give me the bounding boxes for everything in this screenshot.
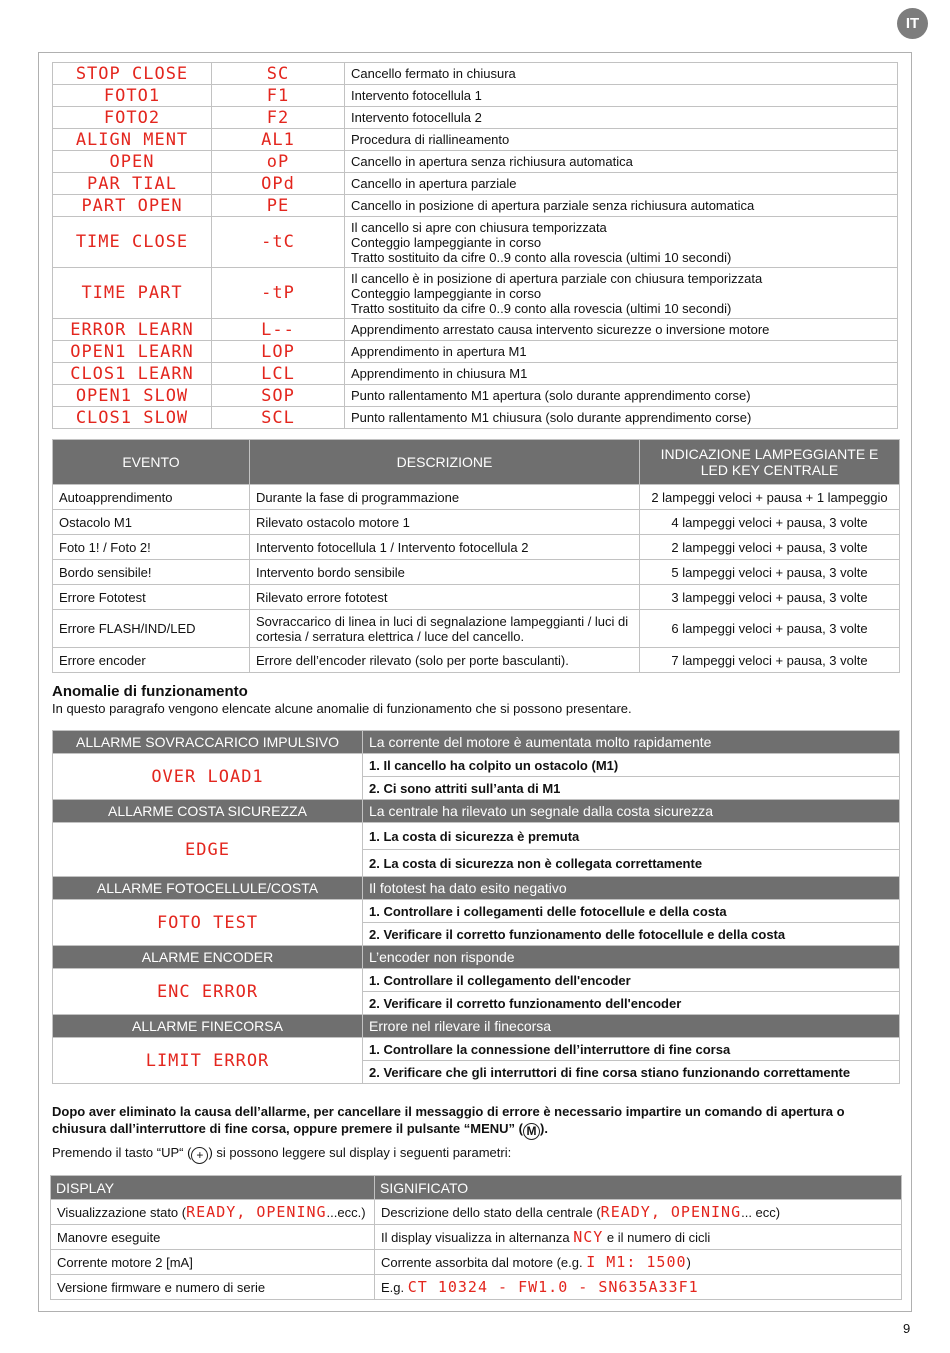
event-row [53,610,900,648]
status-row [53,385,898,407]
alarm-check: 1. Il cancello ha colpito un ostacolo (M1) [363,754,900,777]
status-row [53,341,898,363]
alarm-check: 2. Verificare il corretto funzionamento delle fotocellule e della costa [363,923,900,946]
note-line-2-end: ). [539,1121,548,1136]
display-meaning [375,1250,902,1275]
status-description [345,385,898,407]
status-code: SC [212,63,345,85]
event-indication: 4 lampeggi veloci + pausa, 3 volte [640,510,900,535]
display-segment: OPEN [53,151,212,173]
display-segment: CT 10324 - FW1.0 - SN635A33F1 [407,1278,699,1296]
description-line: Tratto sostituito da cifre 0..9 conto alla rovescia (ultimi 10 secondi) [351,300,732,316]
alarm-display: EDGE [53,823,363,877]
up-plus-icon: + [191,1147,208,1164]
description-line: Cancello in posizione di apertura parziale senza richiusura automatica [351,198,755,213]
description-line: Cancello in apertura parziale [351,176,517,191]
status-row [53,129,898,151]
status-code: SOP [212,385,345,407]
event-name: Autoapprendimento [53,485,250,510]
alarm-check: 2. La costa di sicurezza non è collegata correttamente [363,850,900,877]
display-segment: STOP CLOSE [53,63,212,85]
display-item [51,1200,375,1225]
alarm-table [52,730,900,1084]
status-description [345,129,898,151]
description-line: Punto rallentamento M1 chiusura (solo durante apprendimento corse) [351,410,752,425]
display-segment: FOTO1 [53,85,212,107]
alarm-check: 1. Controllare il collegamento dell'encoder [363,969,900,992]
status-code: AL1 [212,129,345,151]
status-code: -tC [212,217,345,268]
alarm-check-row [53,969,900,992]
event-name: Errore encoder [53,648,250,673]
event-indication: 2 lampeggi veloci + pausa + 1 lampeggio [640,485,900,510]
description-col-header: DESCRIZIONE [250,440,640,485]
display-row [51,1275,902,1300]
display-row [51,1225,902,1250]
status-row [53,217,898,268]
alarm-display: LIMIT ERROR [53,1038,363,1084]
text-part: Descrizione dello stato della centrale ( [381,1205,601,1220]
event-name: Errore FLASH/IND/LED [53,610,250,648]
display-row [51,1250,902,1275]
alarm-header-row [53,731,900,754]
event-name: Ostacolo M1 [53,510,250,535]
status-row [53,85,898,107]
event-row [53,485,900,510]
event-description: Durante la fase di programmazione [250,485,640,510]
alarm-check: 1. Controllare la connessione dell’interruttore di fine corsa [363,1038,900,1061]
description-line: Il cancello si apre con chiusura temporizzata [351,219,607,235]
status-row [53,268,898,319]
text-part: Corrente assorbita dal motore (e.g. [381,1255,587,1270]
alarm-cause: L’encoder non risponde [363,946,900,969]
event-indication: 7 lampeggi veloci + pausa, 3 volte [640,648,900,673]
status-code: F1 [212,85,345,107]
text-part: ... ecc) [741,1205,781,1220]
status-description [345,217,898,268]
status-description [345,151,898,173]
note-paragraph [52,1104,902,1140]
status-code: -tP [212,268,345,319]
up-text-start: Premendo il tasto “UP“ ( [52,1145,192,1160]
display-table [50,1175,902,1300]
alarm-cause: La centrale ha rilevato un segnale dalla costa sicurezza [363,800,900,823]
display-item [51,1275,375,1300]
alarm-name: ALLARME FINECORSA [53,1015,363,1038]
text-part: Visualizzazione stato ( [57,1205,187,1220]
display-segment: PAR TIAL [53,173,212,195]
display-segment: FOTO2 [53,107,212,129]
display-segment: TIME CLOSE [53,217,212,268]
alarm-check-row [53,900,900,923]
alarm-check: 2. Ci sono attriti sull’anta di M1 [363,777,900,800]
display-meaning [375,1225,902,1250]
display-segment: ERROR LEARN [53,319,212,341]
status-description [345,363,898,385]
event-name: Errore Fototest [53,585,250,610]
text-part: Versione firmware e numero di serie [57,1279,266,1295]
alarm-header-row [53,877,900,900]
event-indication: 6 lampeggi veloci + pausa, 3 volte [640,610,900,648]
status-description [345,268,898,319]
description-line: Conteggio lampeggiante in corso [351,285,542,301]
status-code: OPd [212,173,345,195]
status-description [345,319,898,341]
text-part: ) [686,1255,691,1270]
event-description: Errore dell’encoder rilevato (solo per porte basculanti). [250,648,640,673]
status-row [53,63,898,85]
alarm-name: ALARME ENCODER [53,946,363,969]
display-segment: I M1: 1500 [586,1253,687,1271]
status-code: LCL [212,363,345,385]
alarm-check: 1. Controllare i collegamenti delle fotocellule e della costa [363,900,900,923]
status-description [345,173,898,195]
event-description: Rilevato errore fototest [250,585,640,610]
status-description [345,341,898,363]
alarm-check-row [53,754,900,777]
section-intro: In questo paragrafo vengono elencate alcune anomalie di funzionamento che si possono presentare. [52,701,632,716]
display-segment: OPEN1 LEARN [53,341,212,363]
description-line: Il cancello è in posizione di apertura parziale con chiusura temporizzata [351,270,763,286]
alarm-header-row [53,800,900,823]
description-line: Apprendimento arrestato causa intervento sicurezze o inversione motore [351,322,770,337]
status-row [53,173,898,195]
status-row [53,195,898,217]
event-description: Intervento bordo sensibile [250,560,640,585]
status-row [53,363,898,385]
status-code: oP [212,151,345,173]
section-title: Anomalie di funzionamento [52,683,248,700]
description-line: Cancello fermato in chiusura [351,66,516,81]
display-item [51,1250,375,1275]
display-meaning [375,1200,902,1225]
alarm-check: 2. Verificare il corretto funzionamento dell'encoder [363,992,900,1015]
text-part: Il display visualizza in alternanza [381,1230,574,1245]
description-line: Conteggio lampeggiante in corso [351,234,542,250]
status-row [53,107,898,129]
alarm-name: ALLARME SOVRACCARICO IMPULSIVO [53,731,363,754]
status-description [345,107,898,129]
event-indication: 5 lampeggi veloci + pausa, 3 volte [640,560,900,585]
alarm-cause: Errore nel rilevare il finecorsa [363,1015,900,1038]
status-row [53,151,898,173]
event-name: Foto 1! / Foto 2! [53,535,250,560]
alarm-cause: Il fototest ha dato esito negativo [363,877,900,900]
note-line-2 [52,1121,902,1140]
description-line: Cancello in apertura senza richiusura automatica [351,154,633,169]
language-badge: IT [897,8,928,39]
event-description: Intervento fotocellula 1 / Intervento fotocellula 2 [250,535,640,560]
status-code: SCL [212,407,345,429]
status-description [345,407,898,429]
status-code: LOP [212,341,345,363]
text-part: e il numero di cicli [603,1230,711,1245]
description-line: Apprendimento in chiusura M1 [351,366,528,381]
alarm-display: ENC ERROR [53,969,363,1015]
status-description [345,63,898,85]
display-segment: CLOS1 SLOW [53,407,212,429]
description-line: Punto rallentamento M1 apertura (solo durante apprendimento corse) [351,388,751,403]
description-line: Procedura di riallineamento [351,132,510,147]
description-line: Intervento fotocellula 1 [351,88,482,103]
event-row [53,648,900,673]
display-segment: ALIGN MENT [53,129,212,151]
display-segment: PART OPEN [53,195,212,217]
status-code: F2 [212,107,345,129]
description-line: Intervento fotocellula 2 [351,110,482,125]
up-text-end: ) si possono leggere sul display i seguenti parametri: [208,1145,512,1160]
display-row [51,1200,902,1225]
alarm-display: FOTO TEST [53,900,363,946]
text-part: Corrente motore 2 [mA] [57,1254,193,1270]
display-segment: READY, OPENING [186,1203,327,1221]
alarm-check: 1. La costa di sicurezza è premuta [363,823,900,850]
status-row [53,319,898,341]
display-col-header: DISPLAY [51,1176,375,1200]
event-name: Bordo sensibile! [53,560,250,585]
meaning-col-header: SIGNIFICATO [375,1176,902,1200]
up-paragraph [52,1145,511,1164]
display-segment: CLOS1 LEARN [53,363,212,385]
text-part: ...ecc.) [326,1205,366,1220]
note-line-1: Dopo aver eliminato la causa dell’allarme, per cancellare il messaggio di errore è necessario impartire un comando di apertura o [52,1104,845,1119]
alarm-check-row [53,823,900,850]
alarm-check: 2. Verificare che gli interruttori di fine corsa stiano funzionando correttamente [363,1061,900,1084]
event-col-header: EVENTO [53,440,250,485]
event-row [53,585,900,610]
menu-m-icon: M [523,1123,540,1140]
event-description: Rilevato ostacolo motore 1 [250,510,640,535]
description-line: Tratto sostituito da cifre 0..9 conto alla rovescia (ultimi 10 secondi) [351,249,732,265]
indication-col-header: INDICAZIONE LAMPEGGIANTE E LED KEY CENTRALE [640,440,900,485]
display-segment: NCY [573,1228,604,1246]
text-part: Manovre eseguite [57,1229,161,1245]
status-row [53,407,898,429]
description-line: Apprendimento in apertura M1 [351,344,527,359]
display-meaning [375,1275,902,1300]
status-code: L-- [212,319,345,341]
status-description [345,195,898,217]
display-segment: TIME PART [53,268,212,319]
event-description: Sovraccarico di linea in luci di segnalazione lampeggianti / luci di cortesia / serratura elettrica / luce del cancello. [250,610,640,648]
event-row [53,535,900,560]
alarm-header-row [53,1015,900,1038]
alarm-header-row [53,946,900,969]
status-code: PE [212,195,345,217]
page-number: 9 [903,1321,911,1336]
alarm-display: OVER LOAD1 [53,754,363,800]
event-indication: 3 lampeggi veloci + pausa, 3 volte [640,585,900,610]
text-part: E.g. [381,1280,408,1295]
alarm-name: ALLARME FOTOCELLULE/COSTA [53,877,363,900]
event-indication: 2 lampeggi veloci + pausa, 3 volte [640,535,900,560]
event-table [52,439,900,673]
status-table [52,62,898,429]
alarm-check-row [53,1038,900,1061]
event-row [53,510,900,535]
event-row [53,560,900,585]
status-description [345,85,898,107]
alarm-cause: La corrente del motore è aumentata molto rapidamente [363,731,900,754]
display-item [51,1225,375,1250]
display-segment: READY, OPENING [600,1203,742,1221]
alarm-name: ALLARME COSTA SICUREZZA [53,800,363,823]
note-line-2-text: chiusura dall’interruttore di fine corsa, oppure premere il pulsante “MENU” ( [52,1121,523,1136]
display-segment: OPEN1 SLOW [53,385,212,407]
